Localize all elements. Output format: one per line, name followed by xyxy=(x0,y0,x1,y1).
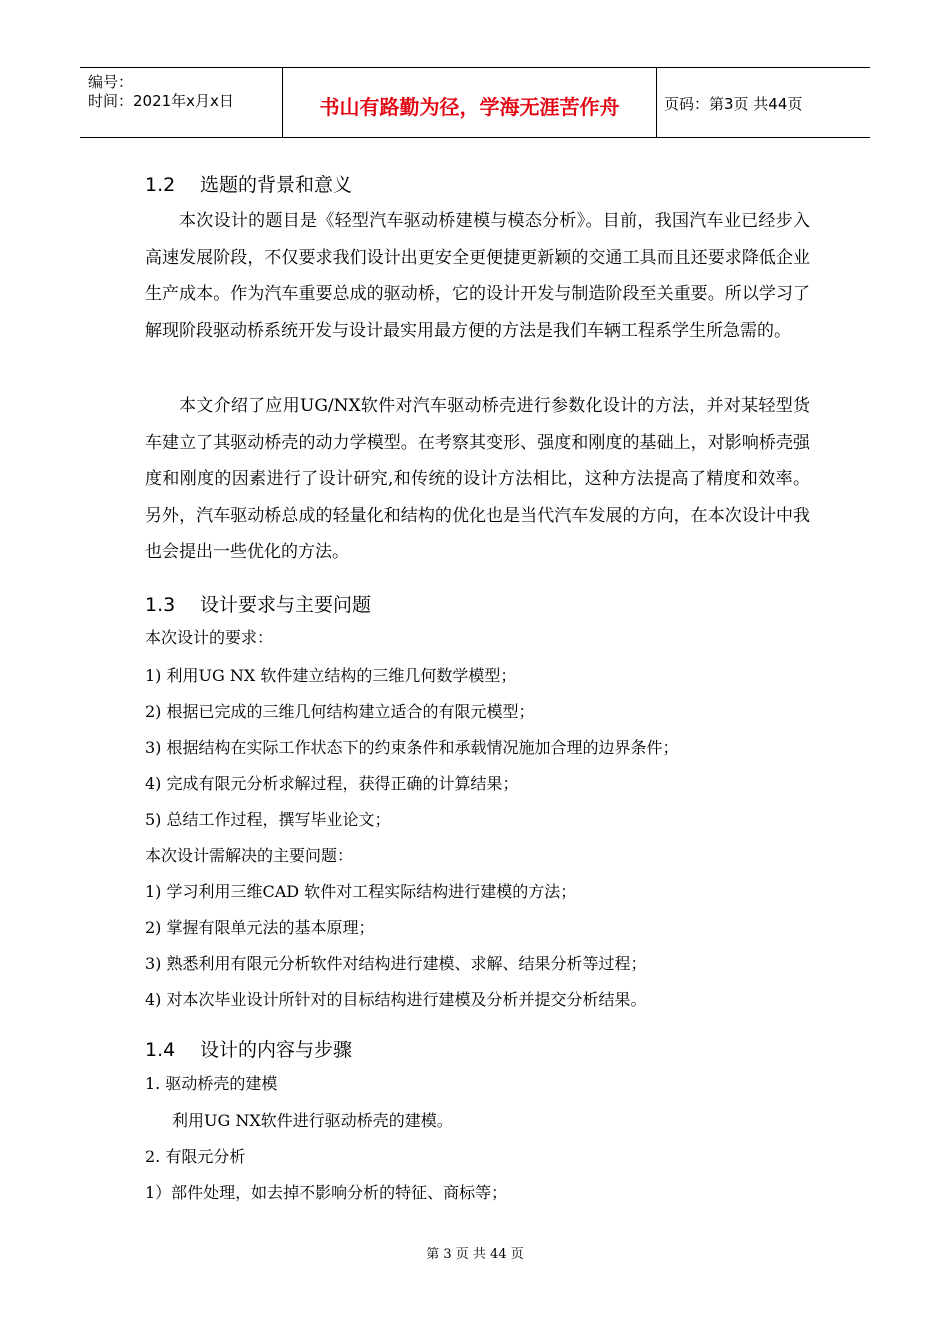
section-title: 选题的背景和意义 xyxy=(200,174,353,196)
list-item: 1) 利用UG NX 软件建立结构的三维几何数学模型； xyxy=(145,666,517,685)
paragraph: 本文介绍了应用UG/NX软件对汽车驱动桥壳进行参数化设计的方法，并对某轻型货车建立了其驱动桥壳的动力学模型。在考察其变形、强度和刚度的基础上，对影响桥壳强度和刚度的因素进行了设计研究,和传统的设计方法相比，这种方法提高了精度和效率。另外，汽车驱动桥总成的轻量化和结构的优化也是当代汽车发展的方向，在本次设计中我也会提出一些优化的方法。 xyxy=(145,396,810,562)
list-item: 2) 根据已完成的三维几何结构建立适合的有限元模型； xyxy=(145,702,535,721)
doc-number-label: 编号： xyxy=(88,73,134,91)
list-item: 2. 有限元分析 xyxy=(145,1147,246,1166)
paragraph: 本次设计的题目是《轻型汽车驱动桥建模与模态分析》。目前，我国汽车业已经步入高速发展阶段，不仅要求我们设计出更安全更便捷更新颖的交通工具而且还要求降低企业生产成本。作为汽车重要总成的驱动桥，它的设计开发与制造阶段至关重要。所以学习了解现阶段驱动桥系统开发与设计最实用最方便的方法是我们车辆工程系学生所急需的。 xyxy=(145,211,810,341)
list-item: 4) 对本次毕业设计所针对的目标结构进行建模及分析并提交分析结果。 xyxy=(145,990,647,1009)
list-item: 3) 根据结构在实际工作状态下的约束条件和承载情况施加合理的边界条件； xyxy=(145,738,679,757)
header-page-info: 页码：第3页 共44页 xyxy=(664,95,803,113)
requirements-intro: 本次设计的要求： xyxy=(145,628,274,647)
list-item: 3) 熟悉利用有限元分析软件对结构进行建模、求解、结果分析等过程； xyxy=(145,954,647,973)
section-heading-1-3 xyxy=(145,592,371,618)
section-title: 设计的内容与步骤 xyxy=(200,1039,353,1061)
section-heading-1-2 xyxy=(145,172,352,198)
section-number: 1.2 xyxy=(145,174,176,196)
section-title: 设计要求与主要问题 xyxy=(200,594,372,616)
list-item: 5) 总结工作过程，撰写毕业论文； xyxy=(145,810,391,829)
list-item: 1) 学习利用三维CAD 软件对工程实际结构进行建模的方法； xyxy=(145,882,577,901)
doc-time: 时间：2021年x月x日 xyxy=(88,92,234,110)
section-heading-1-4 xyxy=(145,1037,352,1063)
list-item: 1）部件处理，如去掉不影响分析的特征、商标等； xyxy=(145,1183,508,1202)
section-number: 1.3 xyxy=(145,594,176,616)
page-footer: 第 3 页 共 44 页 xyxy=(426,1247,524,1262)
header-page-cell xyxy=(658,68,870,137)
header-meta-cell xyxy=(80,68,283,137)
header-motto: 书山有路勤为径，学海无涯苦作舟 xyxy=(283,68,657,137)
section-number: 1.4 xyxy=(145,1039,176,1061)
list-item: 4) 完成有限元分析求解过程，获得正确的计算结果； xyxy=(145,774,519,793)
list-item: 1. 驱动桥壳的建模 xyxy=(145,1074,278,1093)
page-header xyxy=(80,67,870,138)
problems-intro: 本次设计需解决的主要问题： xyxy=(145,846,354,865)
list-item-desc: 利用UG NX软件进行驱动桥壳的建模。 xyxy=(172,1111,453,1130)
list-item: 2) 掌握有限单元法的基本原理； xyxy=(145,918,375,937)
